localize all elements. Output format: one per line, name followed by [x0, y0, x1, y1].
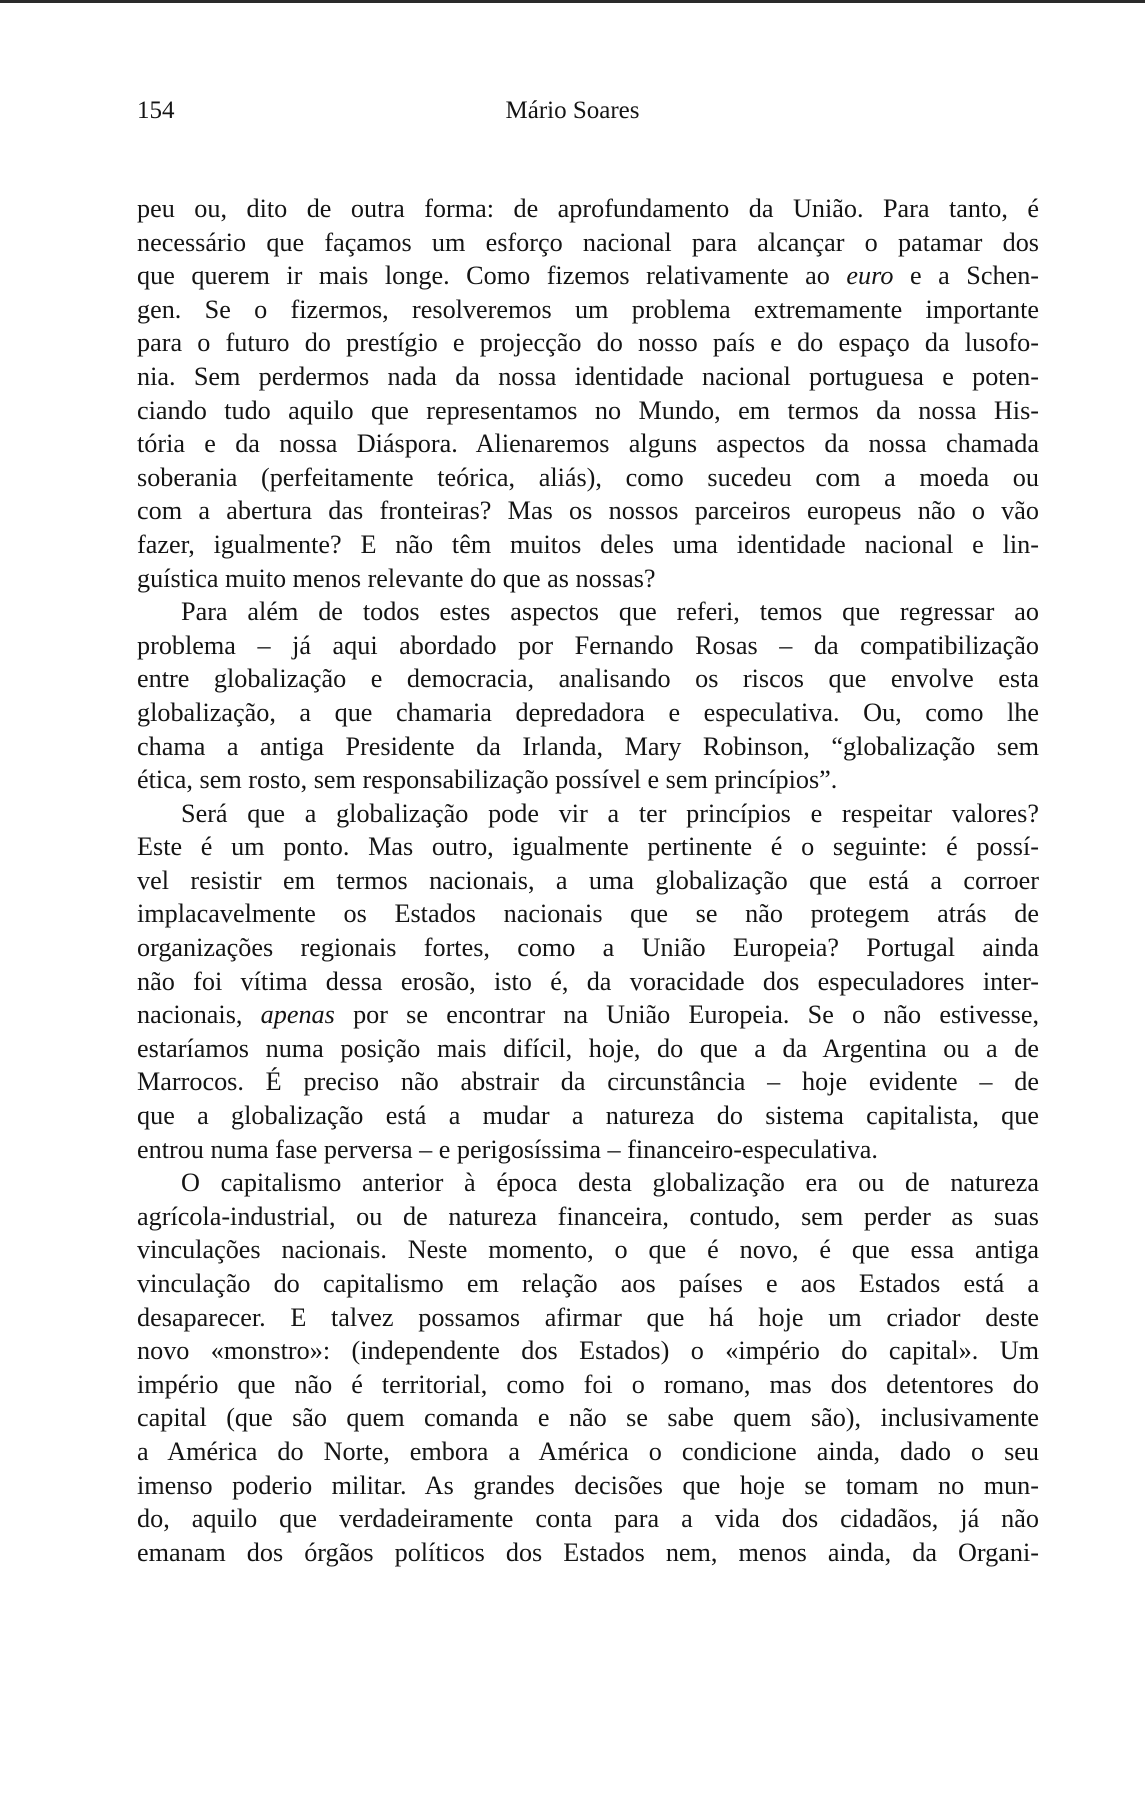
text-line: entrou numa fase perversa – e perigosíssima – financeiro-especulativa. — [137, 1134, 878, 1164]
italic-term: euro — [846, 261, 894, 291]
text-line: O capitalismo anterior à época desta globalização era ou de natureza — [181, 1168, 1039, 1198]
text-line: vinculação do capitalismo em relação aos países e aos Estados está a — [137, 1269, 1039, 1298]
text-line: que a globalização está a mudar a natureza do sistema capitalista, que — [137, 1101, 1039, 1131]
text-line: Este é um ponto. Mas outro, igualmente pertinente é o seguinte: é possí- — [137, 832, 1039, 862]
text-line: emanam dos órgãos políticos dos Estados nem, menos ainda, da Organi- — [137, 1537, 1039, 1567]
text-line: império que não é territorial, como foi o romano, mas dos detentores do — [137, 1369, 1039, 1399]
text-segment: que querem ir mais longe. Como fizemos relativamente ao — [137, 261, 847, 291]
text-line: organizações regionais fortes, como a União Europeia? Portugal ainda — [137, 933, 1039, 963]
text-line: ética, sem rosto, sem responsabilização possível e sem princípios”. — [137, 765, 838, 795]
text-line: nia. Sem perdermos nada da nossa identidade nacional portuguesa e poten- — [137, 361, 1039, 391]
text-line: tória e da nossa Diáspora. Alienaremos alguns aspectos da nossa chamada — [137, 429, 1039, 459]
text-line: do, aquilo que verdadeiramente conta para a vida dos cidadãos, já não — [137, 1504, 1039, 1534]
text-line: peu ou, dito de outra forma: de aprofundamento da União. Para tanto, é — [137, 194, 1039, 223]
scan-top-edge — [0, 0, 1145, 3]
running-head: Mário Soares — [505, 97, 640, 124]
text-line: desaparecer. E talvez possamos afirmar que há hoje um criador deste — [137, 1302, 1039, 1332]
text-line: capital (que são quem comanda e não se sabe quem são), inclusivamente — [137, 1403, 1039, 1433]
text-line: entre globalização e democracia, analisando os riscos que envolve esta — [137, 664, 1039, 694]
text-line: gen. Se o fizermos, resolveremos um problema extremamente importante — [137, 294, 1039, 324]
text-line: implacavelmente os Estados nacionais que se não protegem atrás de — [137, 899, 1039, 929]
text-line: ciando tudo aquilo que representamos no Mundo, em termos da nossa His- — [137, 395, 1039, 425]
text-line: soberania (perfeitamente teórica, aliás), como sucedeu com a moeda ou — [137, 462, 1039, 492]
text-line: fazer, igualmente? E não têm muitos deles uma identidade nacional e lin- — [137, 529, 1039, 559]
italic-term: apenas — [260, 1000, 335, 1030]
body-text — [137, 192, 1039, 1569]
text-line: novo «monstro»: (independente dos Estados) o «império do capital». Um — [137, 1336, 1039, 1366]
text-line: estaríamos numa posição mais difícil, hoje, do que a da Argentina ou a de — [137, 1033, 1039, 1063]
text-line: a América do Norte, embora a América o condicione ainda, dado o seu — [137, 1436, 1039, 1466]
page-number: 154 — [137, 97, 175, 124]
text-line: necessário que façamos um esforço nacional para alcançar o patamar dos — [137, 227, 1039, 257]
text-line: Para além de todos estes aspectos que referi, temos que regressar ao — [181, 597, 1039, 627]
text-line: agrícola-industrial, ou de natureza financeira, contudo, sem perder as suas — [137, 1201, 1039, 1231]
text-line: com a abertura das fronteiras? Mas os nossos parceiros europeus não o vão — [137, 496, 1039, 526]
text-line: globalização, a que chamaria depredadora e especulativa. Ou, como lhe — [137, 697, 1039, 727]
text-segment: por se encontrar na União Europeia. Se o não estivesse, — [334, 1000, 1039, 1030]
text-line: Marrocos. É preciso não abstrair da circunstância – hoje evidente – de — [137, 1067, 1039, 1097]
text-line: chama a antiga Presidente da Irlanda, Mary Robinson, “globalização sem — [137, 731, 1039, 761]
text-line: guística muito menos relevante do que as nossas? — [137, 563, 656, 593]
text-segment: e a Schen- — [893, 261, 1040, 291]
text-line: imenso poderio militar. As grandes decisões que hoje se tomam no mun- — [137, 1470, 1039, 1500]
text-line — [137, 259, 1039, 293]
text-line: vinculações nacionais. Neste momento, o que é novo, é que essa antiga — [137, 1235, 1039, 1265]
text-line: Será que a globalização pode vir a ter princípios e respeitar valores? — [181, 798, 1039, 828]
text-line: vel resistir em termos nacionais, a uma globalização que está a corroer — [137, 865, 1039, 895]
text-line: para o futuro do prestígio e projecção do nosso país e do espaço da lusofo- — [137, 328, 1039, 358]
text-segment: nacionais, — [137, 1000, 261, 1030]
text-line: problema – já aqui abordado por Fernando Rosas – da compatibilização — [137, 630, 1039, 660]
text-line: não foi vítima dessa erosão, isto é, da voracidade dos especuladores inter- — [137, 966, 1039, 996]
text-line — [137, 998, 1039, 1032]
